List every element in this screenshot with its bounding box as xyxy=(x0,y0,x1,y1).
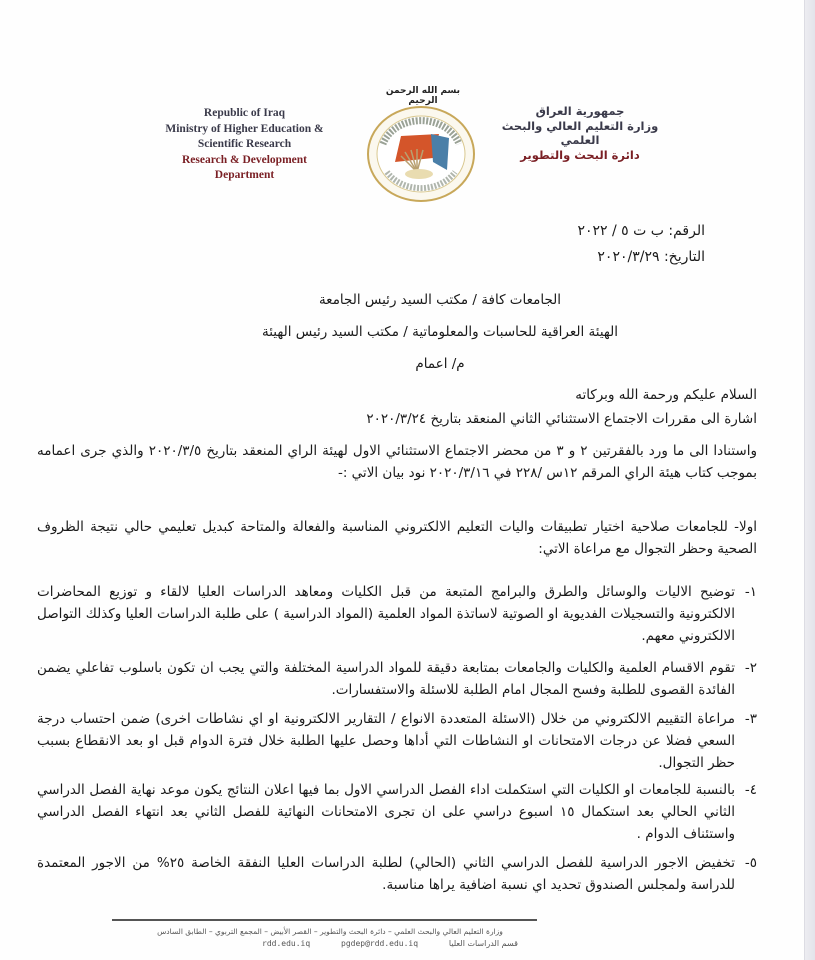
english-line-republic: Republic of Iraq xyxy=(203,107,286,119)
list-item-3 xyxy=(37,708,757,774)
english-line-research: Scientific Research xyxy=(197,138,292,150)
reference-number-value: ب ت ٥ / ٢٠٢٢ xyxy=(577,223,664,239)
list-item-text: مراعاة التقييم الالكتروني من خلال (الاسئلة المتعددة الانواع / التقارير الالكترونية او اي نشاطات اخرى) ضمن احتساب درجة السعي فضلا عن درجات الامتحانات او النشاطات التي أداها وحصل عليها الطلبة خلال فترة الدوام قبل او بعد الانقطاع بسبب حظر التجوال. xyxy=(37,711,735,771)
footer-divider xyxy=(112,919,537,921)
footer-department: قسم الدراسات العليا xyxy=(448,939,518,948)
reference-date-value: ٢٠٢٠/٣/٢٩ xyxy=(597,249,660,265)
list-item-4 xyxy=(37,779,757,845)
recipients-block xyxy=(240,284,640,380)
list-item-5 xyxy=(37,852,757,896)
list-item-text: تخفيض الاجور الدراسية للفصل الدراسي الثاني (الحالي) لطلبة الدراسات العليا النفقة الخاصة ٢٥% من الاجور المعتمدة للدراسة ولمجلس الصندوق تحديد اي نسبة اضافية يراها مناسبة. xyxy=(37,855,736,893)
footer-contacts xyxy=(262,938,562,949)
list-item-2 xyxy=(37,657,757,701)
first-point-paragraph: اولا- للجامعات صلاحية اختيار تطبيقات واليات التعليم الالكتروني المناسبة والفعالة والمتاحة كبديل تعليمي حالي نتيجة الظروف الصحية وحظر التجوال مع مراعاة الاتي: xyxy=(37,519,757,557)
reference-block xyxy=(577,218,705,270)
letterhead-arabic xyxy=(490,104,670,162)
footer-website: rdd.edu.iq xyxy=(262,939,311,948)
list-item-number: ٢- xyxy=(744,660,757,676)
subject-line: م/ اعمام xyxy=(415,356,465,372)
reference-paragraph: اشارة الى مقررات الاجتماع الاستثنائي الثاني المنعقد بتاريخ ٢٠٢٠/٣/٢٤ xyxy=(366,411,757,427)
list-item-1 xyxy=(37,581,757,647)
recipient-universities: الجامعات كافة / مكتب السيد رئيس الجامعة xyxy=(318,292,562,308)
ministry-seal-icon xyxy=(365,104,477,204)
arabic-line-republic: جمهورية العراق xyxy=(535,104,625,118)
english-line-department-2: Department xyxy=(214,169,275,181)
basis-paragraph: واستنادا الى ما ورد بالفقرتين ٢ و ٣ من محضر الاجتماع الاستثنائي الاول لهيئة الراي المنعقد بتاريخ ٢٠٢٠/٣/٥ والذي جرى اعمامه بموجب كتاب هيئة الراي المرقم ١٢س /٢٢٨ في ٢٠٢٠/٣/١٦ نود بيان الاتي :- xyxy=(37,443,757,481)
reference-number-label: الرقم: xyxy=(668,223,705,239)
list-item-text: تقوم الاقسام العلمية والكليات والجامعات بمتابعة دقيقة للمواد الدراسية المختلفة والتي يجب ان تكون باسلوب تفاعلي يضمن الفائدة القصوى للطلبة وفسح المجال امام الطلبة للاسئلة والاستفسارات. xyxy=(37,660,735,698)
list-item-number: ٤- xyxy=(744,782,757,798)
greeting: السلام عليكم ورحمة الله وبركاته xyxy=(575,387,757,403)
list-item-text: بالنسبة للجامعات او الكليات التي استكملت اداء الفصل الدراسي الاول بما فيها اعلان النتائج يكون موعد نهاية الفصل الدراسي الثاني الحالي بعد استكمال ١٥ اسبوع دراسي على ان تجرى الامتحانات النهائية للفصل الثاني بعد انتهاء الفصل الدراسي واستئناف الدوام . xyxy=(37,782,735,842)
list-item-number: ٥- xyxy=(744,855,757,871)
reference-number xyxy=(577,218,705,244)
list-item-number: ١- xyxy=(744,584,757,600)
list-item-text: توضيح الاليات والوسائل والطرق والبرامج المتبعة من قبل الكليات ومعاهد الدراسات العليا لالقاء و توزيع المحاضرات الالكترونية والتسجيلات الفديوية او الصوتية لاساتذة المواد العلمية (المواد الدراسية ) على طلبة الدراسات العليا وكذلك التواصل الالكتروني معهم. xyxy=(37,584,735,644)
footer-address: وزارة التعليم العالي والبحث العلمي – دائرة البحث والتطوير – القصر الأبيض – المجمع التربوي – الطابق السادس xyxy=(157,927,503,936)
list-item-number: ٣- xyxy=(744,711,757,727)
english-line-ministry: Ministry of Higher Education & xyxy=(165,122,324,135)
reference-date xyxy=(577,244,705,270)
page-edge xyxy=(804,0,815,960)
arabic-line-ministry: وزارة التعليم العالي والبحث العلمي xyxy=(501,118,659,147)
arabic-line-department: دائرة البحث والتطوير xyxy=(520,147,640,162)
reference-date-label: التاريخ: xyxy=(663,249,705,265)
footer-email: pgdep@rdd.edu.iq xyxy=(341,939,419,948)
recipient-computing-authority: الهيئة العراقية للحاسبات والمعلوماتية / مكتب السيد رئيس الهيئة xyxy=(262,324,618,340)
english-line-department: Research & Development xyxy=(182,153,307,166)
letterhead-english xyxy=(152,106,337,184)
basmala: بسم الله الرحمن الرحيم xyxy=(385,86,461,106)
